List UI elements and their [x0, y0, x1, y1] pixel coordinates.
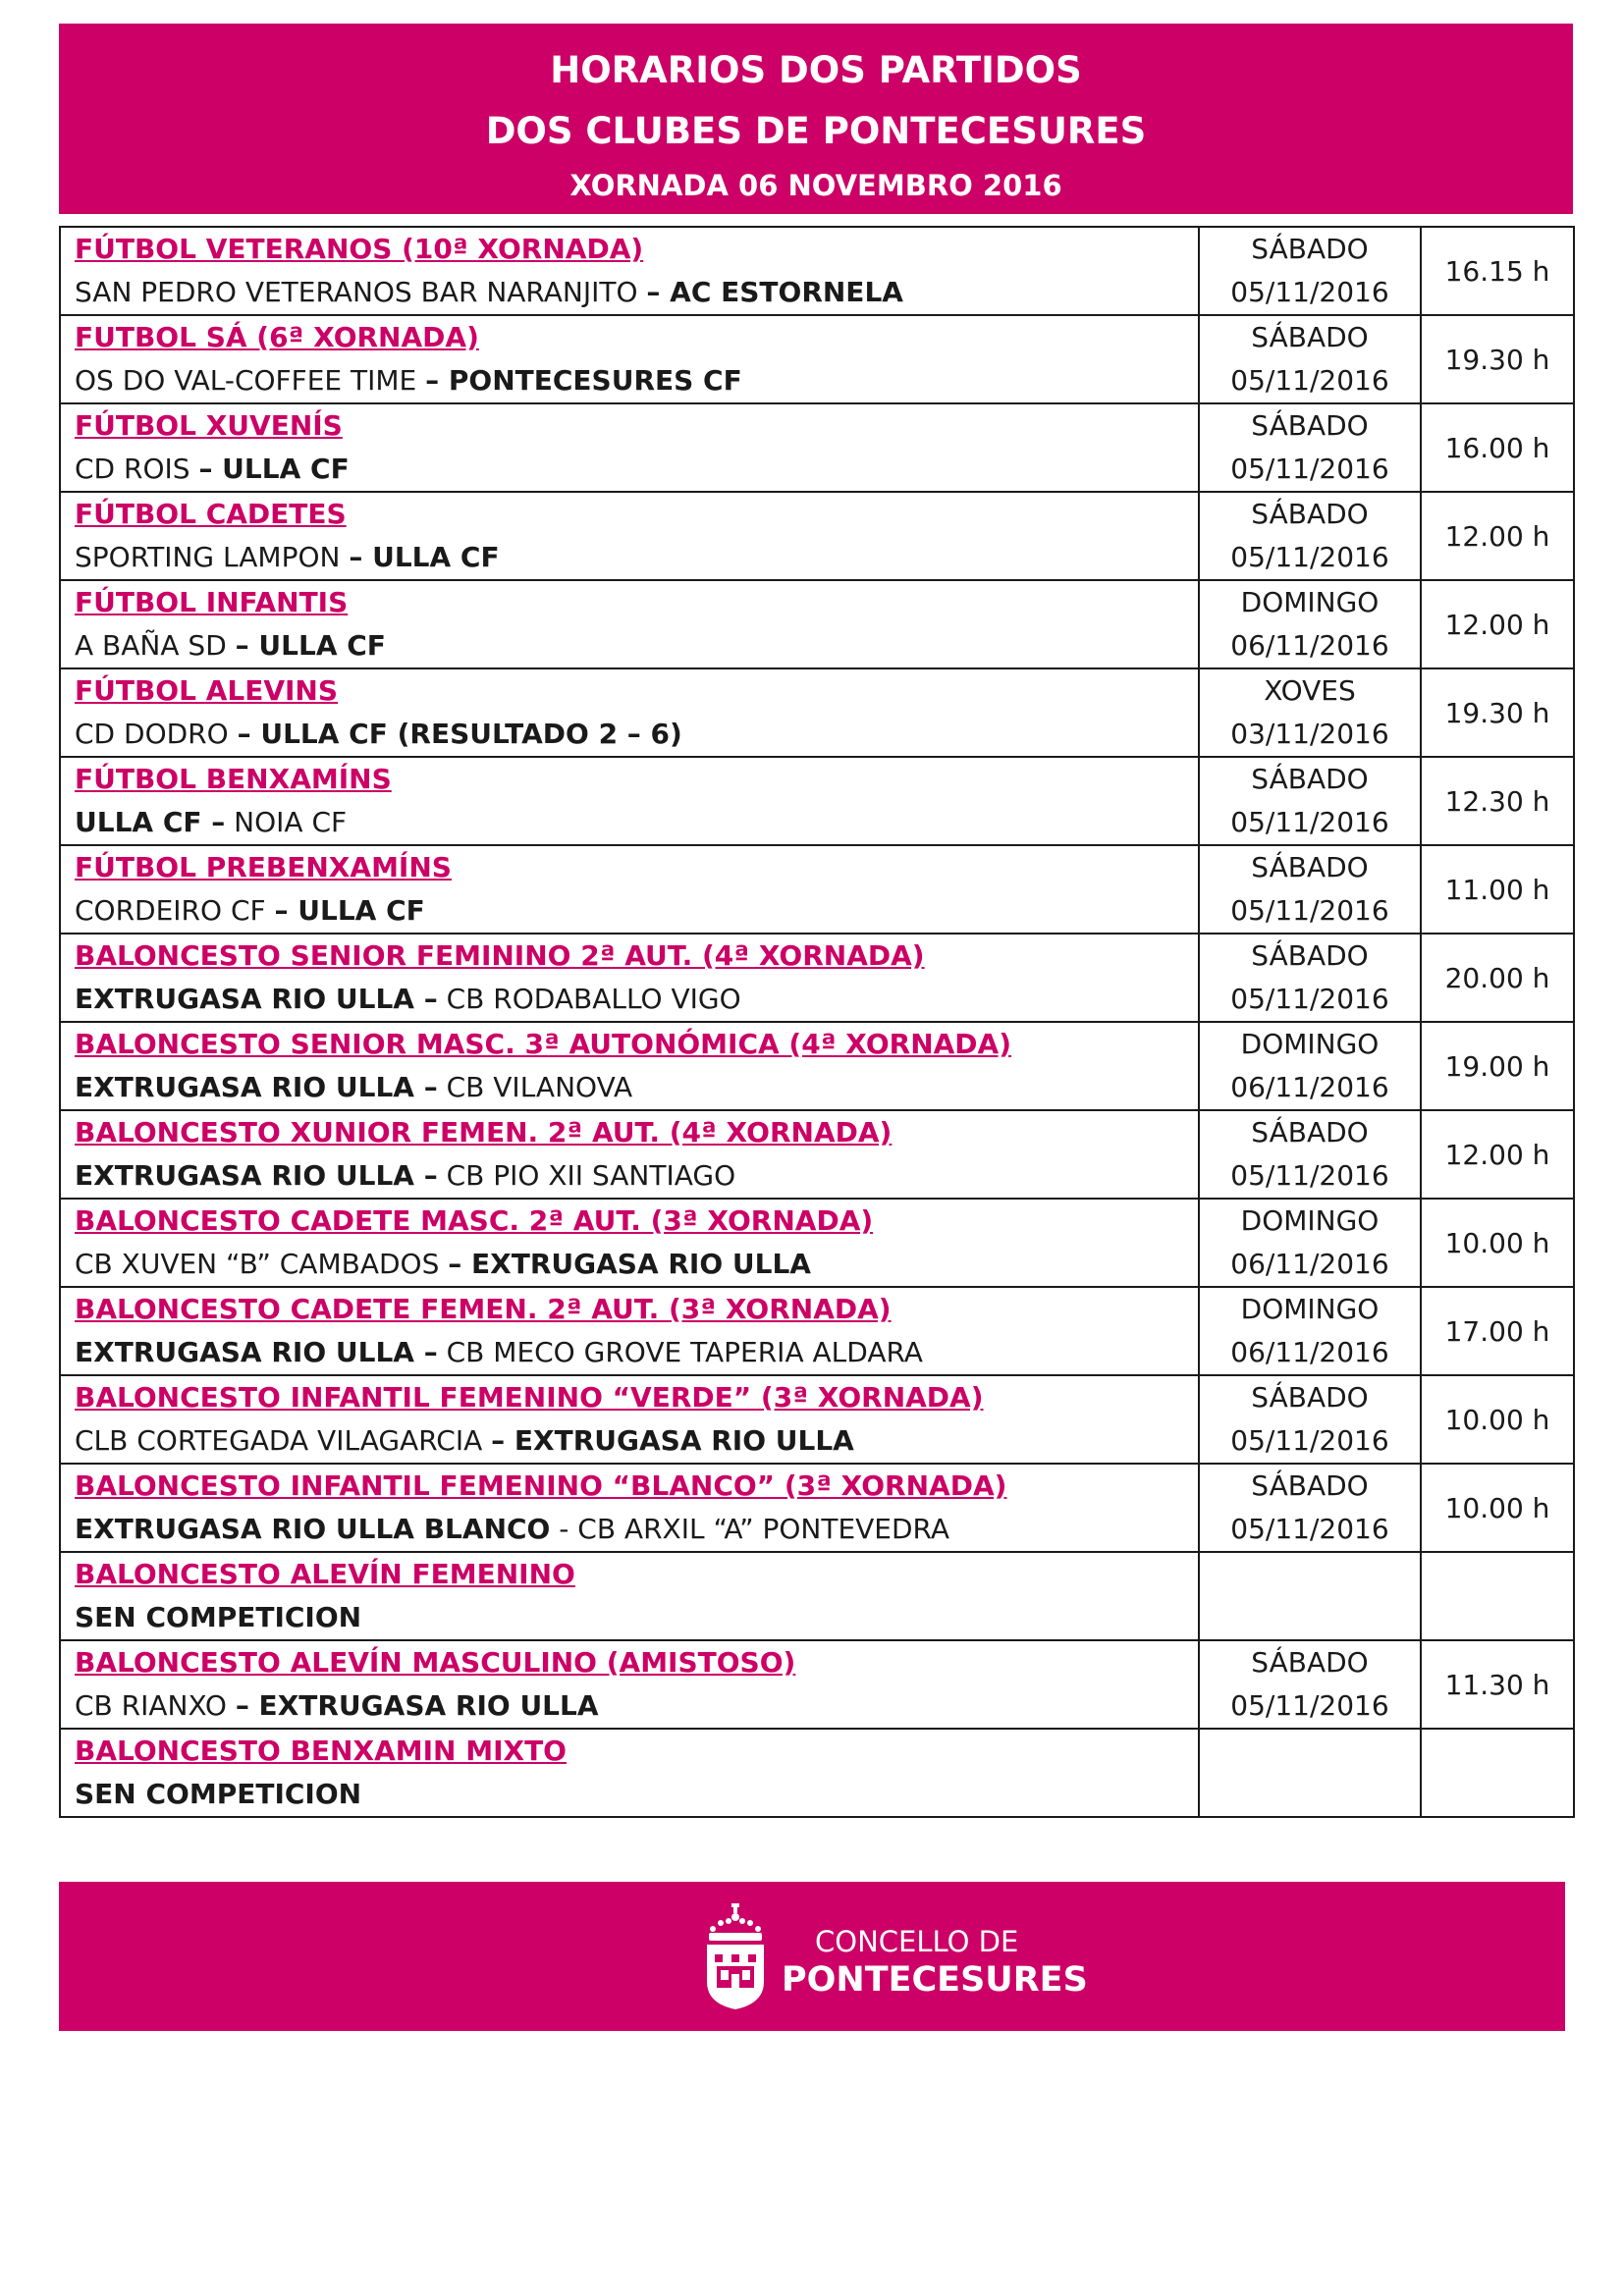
match-day: SÁBADO [1251, 409, 1369, 442]
match-teams [75, 536, 1198, 579]
category-title: FÚTBOL VETERANOS (10ª XORNADA) [75, 233, 644, 265]
table-row [60, 315, 1574, 403]
match-date: 03/11/2016 [1230, 718, 1389, 750]
match-day: SÁBADO [1251, 1116, 1369, 1148]
match-date-cell [1199, 1552, 1421, 1640]
page-footer [59, 1882, 1565, 2031]
match-date-cell [1199, 1110, 1421, 1199]
match-time [1421, 1552, 1574, 1640]
match-date: 06/11/2016 [1230, 629, 1389, 662]
match-cell [60, 1729, 1199, 1817]
match-teams [75, 713, 1198, 756]
match-date: 05/11/2016 [1230, 983, 1389, 1015]
team-text: – EXTRUGASA RIO ULLA [235, 1689, 599, 1722]
category-title: BALONCESTO INFANTIL FEMENINO “VERDE” (3ª XORNADA) [75, 1381, 984, 1414]
match-teams [75, 1596, 1198, 1639]
match-date-cell [1199, 668, 1421, 757]
table-row [60, 1287, 1574, 1375]
match-date-cell [1199, 1640, 1421, 1729]
team-text: – ULLA CF (RESULTADO 2 – 6) [237, 718, 682, 750]
match-cell [60, 1552, 1199, 1640]
footer-text-line2: PONTECESURES [782, 1960, 1088, 2000]
match-day: SÁBADO [1251, 233, 1369, 265]
match-time: 12.30 h [1421, 757, 1574, 845]
match-day: SÁBADO [1251, 498, 1369, 530]
category-title: BALONCESTO CADETE FEMEN. 2ª AUT. (3ª XORNADA) [75, 1293, 892, 1325]
match-date: 05/11/2016 [1230, 453, 1389, 485]
match-day: SÁBADO [1251, 763, 1369, 795]
team-text: CD DODRO [75, 718, 238, 750]
table-row [60, 1110, 1574, 1199]
match-time: 17.00 h [1421, 1287, 1574, 1375]
team-text: – PONTECESURES CF [425, 364, 742, 397]
match-time: 19.00 h [1421, 1022, 1574, 1110]
match-date-cell [1199, 845, 1421, 934]
match-teams [75, 1331, 1198, 1374]
team-text: SPORTING LAMPON [75, 541, 350, 573]
match-time: 16.00 h [1421, 403, 1574, 492]
match-time: 20.00 h [1421, 934, 1574, 1022]
match-cell [60, 403, 1199, 492]
page-header [59, 24, 1573, 214]
table-row [60, 668, 1574, 757]
category-title: BALONCESTO CADETE MASC. 2ª AUT. (3ª XORNADA) [75, 1204, 874, 1237]
table-row [60, 1729, 1574, 1817]
table-row [60, 845, 1574, 934]
match-cell [60, 934, 1199, 1022]
team-text: – EXTRUGASA RIO ULLA [491, 1424, 854, 1457]
match-time: 10.00 h [1421, 1375, 1574, 1464]
category-title: BALONCESTO INFANTIL FEMENINO “BLANCO” (3ª XORNADA) [75, 1469, 1007, 1502]
match-teams [75, 1243, 1198, 1286]
match-cell [60, 1022, 1199, 1110]
match-time: 11.00 h [1421, 845, 1574, 934]
match-date: 06/11/2016 [1230, 1071, 1389, 1103]
team-text: - CB ARXIL “A” PONTEVEDRA [550, 1513, 950, 1545]
match-cell [60, 227, 1199, 315]
match-day: DOMINGO [1240, 586, 1380, 618]
footer-text-line1: CONCELLO DE [815, 1925, 1019, 1958]
match-date-cell [1199, 315, 1421, 403]
team-text: CB PIO XII SANTIAGO [437, 1159, 736, 1192]
match-cell [60, 580, 1199, 668]
match-date: 05/11/2016 [1230, 276, 1389, 308]
match-date-cell [1199, 492, 1421, 580]
match-date-cell [1199, 580, 1421, 668]
match-teams [75, 271, 1198, 314]
match-time: 12.00 h [1421, 580, 1574, 668]
match-time: 12.00 h [1421, 1110, 1574, 1199]
match-cell [60, 1199, 1199, 1287]
match-day: SÁBADO [1251, 1646, 1369, 1679]
match-date: 06/11/2016 [1230, 1336, 1389, 1368]
team-text: – AC ESTORNELA [646, 276, 903, 308]
category-title: FÚTBOL ALEVINS [75, 674, 339, 707]
category-title: FÚTBOL CADETES [75, 498, 347, 530]
team-text: A BAÑA SD [75, 629, 236, 662]
match-time [1421, 1729, 1574, 1817]
table-row [60, 1199, 1574, 1287]
match-date: 05/11/2016 [1230, 1159, 1389, 1192]
match-date: 05/11/2016 [1230, 541, 1389, 573]
match-day: XOVES [1264, 674, 1356, 707]
match-day: SÁBADO [1251, 851, 1369, 883]
match-day: SÁBADO [1251, 1469, 1369, 1502]
match-cell [60, 1640, 1199, 1729]
team-text: NOIA CF [225, 806, 348, 838]
team-text: SEN COMPETICION [75, 1601, 362, 1633]
table-row [60, 1375, 1574, 1464]
team-text: CB VILANOVA [437, 1071, 633, 1103]
match-teams [75, 359, 1198, 402]
match-date-cell [1199, 1022, 1421, 1110]
match-date: 06/11/2016 [1230, 1248, 1389, 1280]
match-time: 10.00 h [1421, 1199, 1574, 1287]
match-date-cell [1199, 1464, 1421, 1552]
team-text: – EXTRUGASA RIO ULLA [448, 1248, 811, 1280]
match-time: 19.30 h [1421, 315, 1574, 403]
match-cell [60, 1464, 1199, 1552]
team-text: CLB CORTEGADA VILAGARCIA [75, 1424, 492, 1457]
team-text: SAN PEDRO VETERANOS BAR NARANJITO [75, 276, 647, 308]
match-teams [75, 978, 1198, 1021]
match-date-cell [1199, 403, 1421, 492]
table-row [60, 1640, 1574, 1729]
match-day: DOMINGO [1240, 1293, 1380, 1325]
match-teams [75, 889, 1198, 933]
match-date: 05/11/2016 [1230, 1689, 1389, 1722]
header-subtitle: XORNADA 06 NOVEMBRO 2016 [569, 169, 1062, 202]
match-day: SÁBADO [1251, 321, 1369, 353]
team-text: CB RODABALLO VIGO [437, 983, 741, 1015]
match-date-cell [1199, 757, 1421, 845]
match-teams [75, 1508, 1198, 1551]
table-row [60, 1464, 1574, 1552]
team-text: CD ROIS [75, 453, 199, 485]
match-time: 19.30 h [1421, 668, 1574, 757]
match-teams [75, 448, 1198, 491]
match-day: DOMINGO [1240, 1028, 1380, 1060]
match-day: DOMINGO [1240, 1204, 1380, 1237]
table-row [60, 757, 1574, 845]
table-row [60, 403, 1574, 492]
category-title: FUTBOL SÁ (6ª XORNADA) [75, 321, 479, 353]
town-crest-icon [703, 1903, 768, 2009]
match-time: 10.00 h [1421, 1464, 1574, 1552]
schedule-table [59, 226, 1575, 1818]
team-text: CB MECO GROVE TAPERIA ALDARA [437, 1336, 923, 1368]
match-date-cell [1199, 1287, 1421, 1375]
match-day: SÁBADO [1251, 1381, 1369, 1414]
match-date-cell [1199, 1729, 1421, 1817]
category-title: BALONCESTO SENIOR FEMININO 2ª AUT. (4ª XORNADA) [75, 939, 925, 972]
match-date: 05/11/2016 [1230, 1424, 1389, 1457]
match-time: 11.30 h [1421, 1640, 1574, 1729]
header-title-line1: HORARIOS DOS PARTIDOS [550, 49, 1082, 91]
match-cell [60, 315, 1199, 403]
match-teams [75, 624, 1198, 667]
match-date-cell [1199, 1199, 1421, 1287]
table-row [60, 1022, 1574, 1110]
table-row [60, 1552, 1574, 1640]
category-title: BALONCESTO XUNIOR FEMEN. 2ª AUT. (4ª XORNADA) [75, 1116, 893, 1148]
category-title: BALONCESTO ALEVÍN FEMENINO [75, 1558, 575, 1590]
team-text: – ULLA CF [198, 453, 350, 485]
match-date-cell [1199, 1375, 1421, 1464]
header-title-line2: DOS CLUBES DE PONTECESURES [485, 110, 1147, 152]
category-title: BALONCESTO ALEVÍN MASCULINO (AMISTOSO) [75, 1646, 796, 1679]
team-text: EXTRUGASA RIO ULLA BLANCO [75, 1513, 551, 1545]
match-day: SÁBADO [1251, 939, 1369, 972]
table-row [60, 934, 1574, 1022]
team-text: ULLA CF – [75, 806, 226, 838]
category-title: FÚTBOL PREBENXAMÍNS [75, 851, 452, 883]
match-cell [60, 1287, 1199, 1375]
match-cell [60, 845, 1199, 934]
match-teams [75, 1684, 1198, 1728]
match-cell [60, 1375, 1199, 1464]
match-teams [75, 1773, 1198, 1816]
team-text: EXTRUGASA RIO ULLA – [75, 983, 438, 1015]
team-text: EXTRUGASA RIO ULLA – [75, 1071, 438, 1103]
match-teams [75, 1066, 1198, 1109]
category-title: BALONCESTO BENXAMIN MIXTO [75, 1735, 567, 1767]
match-cell [60, 668, 1199, 757]
category-title: FÚTBOL INFANTIS [75, 586, 349, 618]
team-text: EXTRUGASA RIO ULLA – [75, 1159, 438, 1192]
match-date: 05/11/2016 [1230, 894, 1389, 927]
match-date-cell [1199, 227, 1421, 315]
match-time: 16.15 h [1421, 227, 1574, 315]
team-text: CB RIANXO [75, 1689, 236, 1722]
team-text: CORDEIRO CF [75, 894, 275, 927]
match-date: 05/11/2016 [1230, 364, 1389, 397]
schedule-body [60, 227, 1574, 1817]
team-text: – ULLA CF [349, 541, 500, 573]
match-teams [75, 1419, 1198, 1463]
table-row [60, 227, 1574, 315]
match-date: 05/11/2016 [1230, 1513, 1389, 1545]
category-title: BALONCESTO SENIOR MASC. 3ª AUTONÓMICA (4ª XORNADA) [75, 1028, 1012, 1060]
match-date: 05/11/2016 [1230, 806, 1389, 838]
team-text: – ULLA CF [235, 629, 386, 662]
category-title: FÚTBOL XUVENÍS [75, 409, 343, 442]
match-cell [60, 757, 1199, 845]
table-row [60, 580, 1574, 668]
category-title: FÚTBOL BENXAMÍNS [75, 763, 392, 795]
table-row [60, 492, 1574, 580]
match-teams [75, 1154, 1198, 1198]
match-teams [75, 801, 1198, 844]
team-text: EXTRUGASA RIO ULLA – [75, 1336, 438, 1368]
team-text: OS DO VAL-COFFEE TIME [75, 364, 426, 397]
team-text: CB XUVEN “B” CAMBADOS [75, 1248, 449, 1280]
match-cell [60, 492, 1199, 580]
match-cell [60, 1110, 1199, 1199]
team-text: SEN COMPETICION [75, 1778, 362, 1810]
match-date-cell [1199, 934, 1421, 1022]
match-time: 12.00 h [1421, 492, 1574, 580]
team-text: – ULLA CF [274, 894, 425, 927]
